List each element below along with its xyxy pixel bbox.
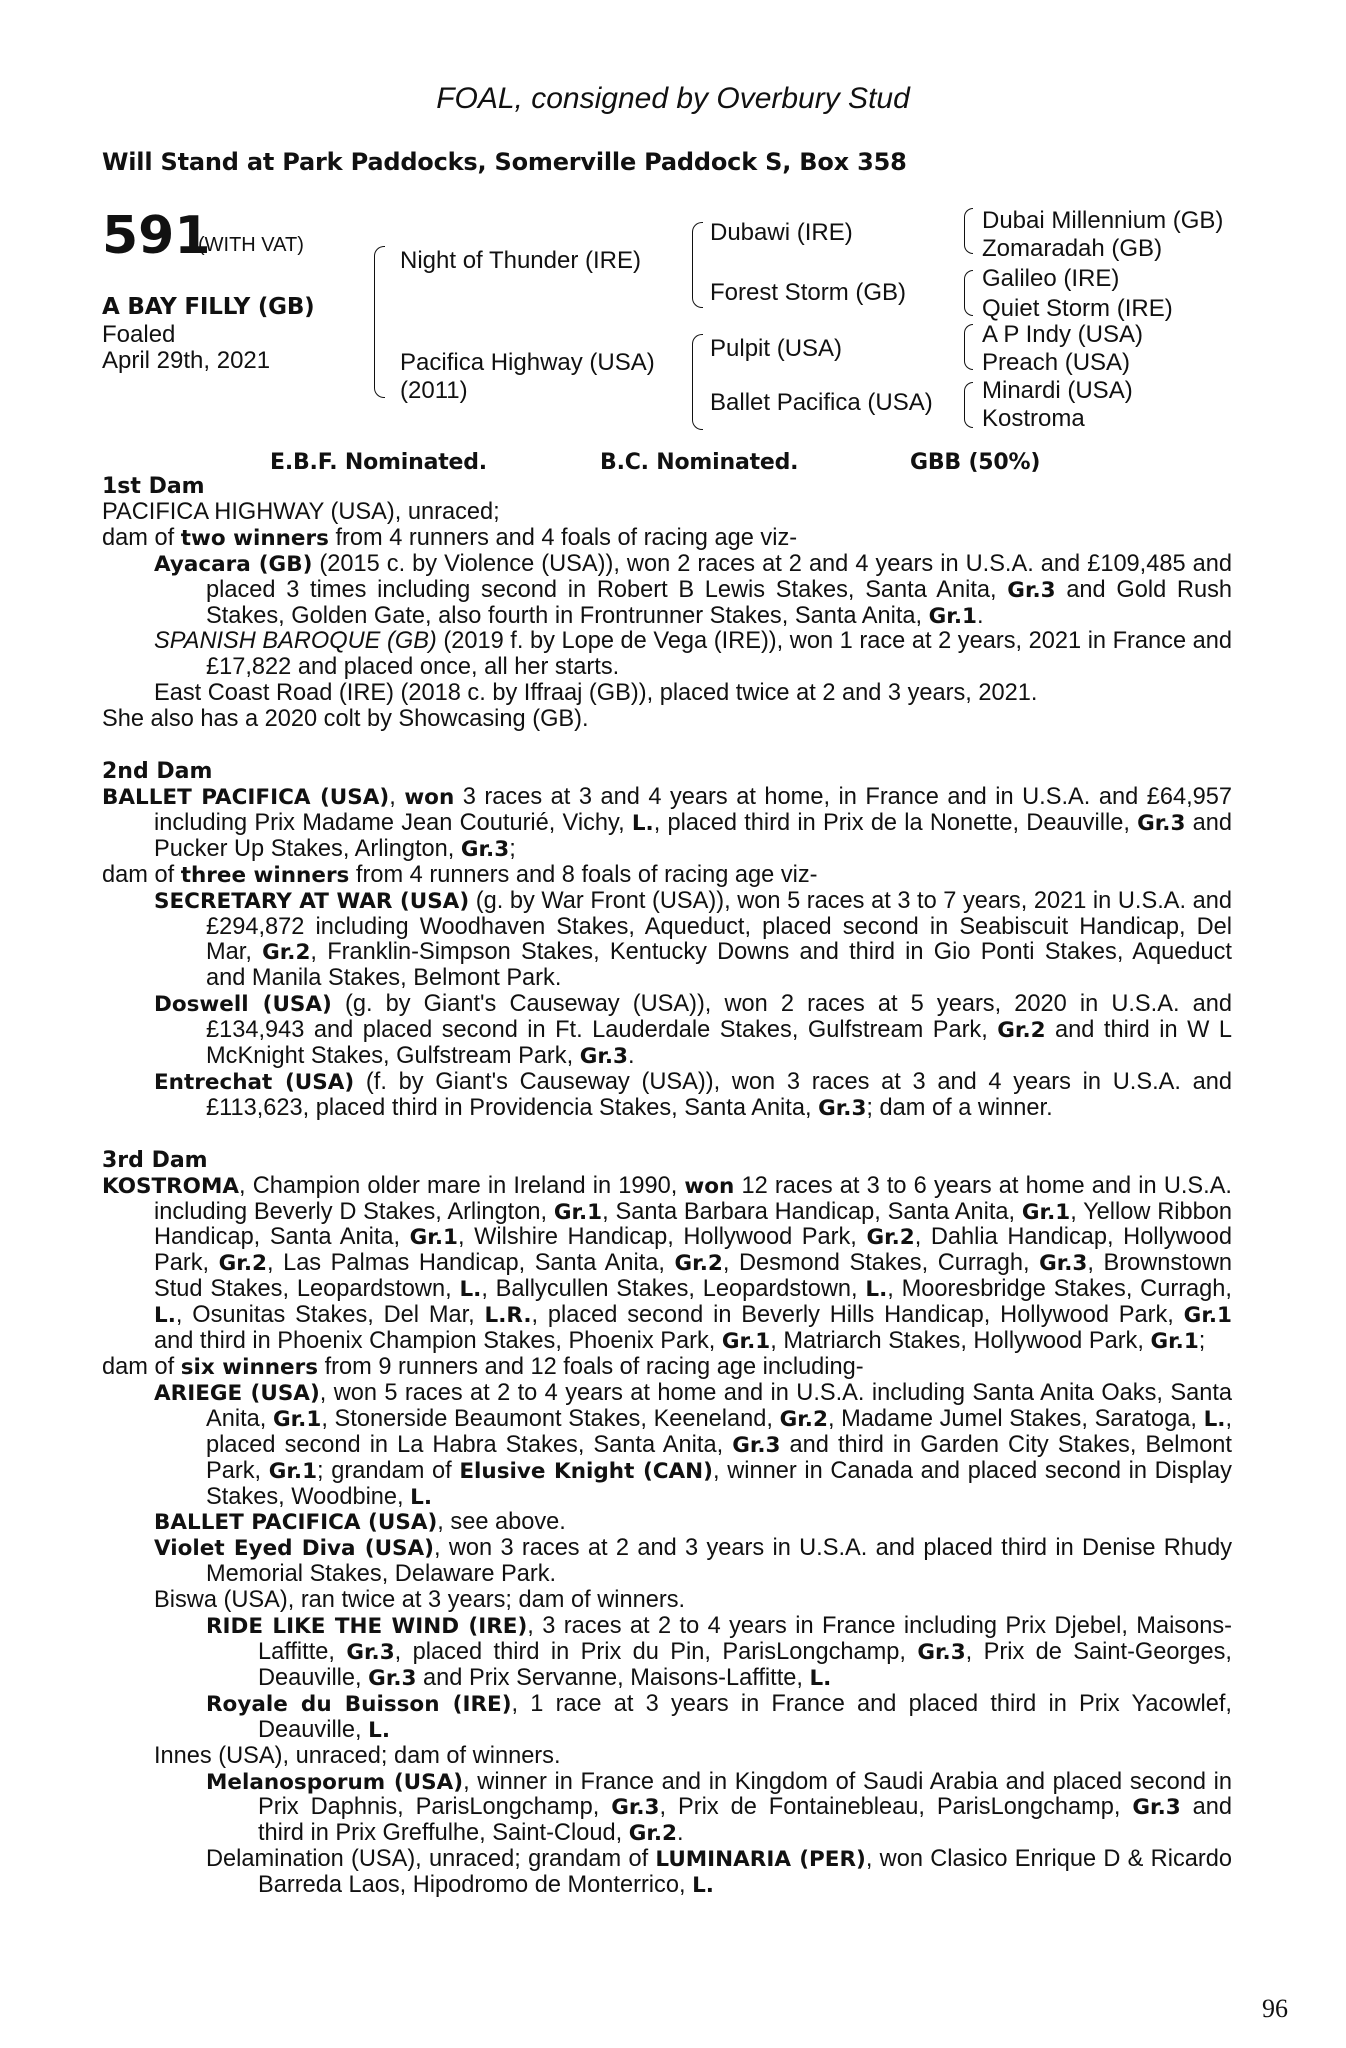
pedigree-sire: Night of Thunder (IRE) — [400, 247, 641, 274]
bc-nomination: B.C. Nominated. — [600, 450, 799, 475]
entry-ride-like-the-wind: RIDE LIKE THE WIND (IRE), 3 races at 2 to 4 years in France including Prix Djebel, Maisons-Laffitte, Gr.3, placed third in Prix du Pin, ParisLongchamp, Gr.3, Prix de Saint-Georges, Deauville, Gr.3 and Prix Servanne, Maisons-Laffitte, L. — [206, 1613, 1232, 1691]
entry-east-coast-road: East Coast Road (IRE) (2018 c. by Iffraaj (GB)), placed twice at 2 and 3 years, 2021. — [154, 680, 1038, 707]
pedigree-sdd: Quiet Storm (IRE) — [982, 295, 1173, 322]
pedigree-ddd: Kostroma — [982, 405, 1085, 432]
foaled-label: Foaled — [102, 321, 176, 348]
first-dam-line: PACIFICA HIGHWAY (USA), unraced; — [102, 498, 500, 525]
page-number: 96 — [1262, 1994, 1288, 2023]
entry-violet-eyed-diva: Violet Eyed Diva (USA), won 3 races at 2 and 3 years in U.S.A. and placed third in Denise Rhudy Memorial Stakes, Delaware Park. — [154, 1535, 1232, 1588]
entry-entrechat: Entrechat (USA) (f. by Giant's Causeway (USA)), won 3 races at 3 and 4 years in U.S.A. and £113,623, placed third in Providencia Stakes, Santa Anita, Gr.3; dam of a winner. — [154, 1068, 1233, 1121]
lot-name: A BAY FILLY (GB) — [102, 294, 315, 320]
entry-ariege: ARIEGE (USA), won 5 races at 2 to 4 years at home and in U.S.A. including Santa Anita Oaks, Santa Anita, Gr.1, Stonerside Beaumont Stakes, Keeneland, Gr.2, Madame Jumel Stakes, Saratoga, L., placed second in La Habra Stakes, Santa Anita, Gr.3 and third in Garden City Stakes, Belmont Park, Gr.1; grandam of Elusive Knight (CAN), winner in Canada and placed second in Display Stakes, Woodbine, L. — [154, 1379, 1232, 1510]
pedigree-sds: Galileo (IRE) — [982, 265, 1120, 292]
pedigree-sire-dam: Forest Storm (GB) — [710, 279, 907, 306]
third-dam-heading: 3rd Dam — [102, 1147, 208, 1173]
entry-ballet-pacifica: BALLET PACIFICA (USA), see above. — [154, 1509, 566, 1536]
pedigree-brace-main — [374, 246, 385, 398]
first-dam-also: She also has a 2020 colt by Showcasing (GB). — [102, 706, 589, 733]
first-dam-summary: dam of two winners from 4 runners and 4 foals of racing age viz- — [102, 524, 798, 551]
pedigree-brace-sd — [964, 270, 973, 316]
lot-number: 591 — [102, 206, 211, 266]
entry-spanish-baroque: SPANISH BAROQUE (GB) (2019 f. by Lope de Vega (IRE)), won 1 race at 2 years, 2021 in France and £17,822 and placed once, all her starts. — [154, 628, 1233, 681]
entry-secretary-at-war: SECRETARY AT WAR (USA) (g. by War Front (USA)), won 5 races at 3 to 7 years, 2021 in U.S.A. and £294,872 including Woodhaven Stakes, Aqueduct, placed second in Seabiscuit Handicap, Del Mar, Gr.2, Franklin-Simpson Stakes, Kentucky Downs and third in Gio Ponti Stakes, Aqueduct and Manila Stakes, Belmont Park. — [154, 887, 1233, 992]
stand-location: Will Stand at Park Paddocks, Somerville Paddock S, Box 358 — [102, 148, 907, 176]
entry-melanosporum: Melanosporum (USA), winner in France and in Kingdom of Saudi Arabia and placed second in Prix Daphnis, ParisLongchamp, Gr.3, Prix de Fontainebleau, ParisLongchamp, Gr.3 and third in Prix Greffulhe, Saint-Cloud, Gr.2. — [206, 1768, 1233, 1847]
pedigree-ssd: Zomaradah (GB) — [982, 235, 1163, 262]
pedigree-dds: Minardi (USA) — [982, 377, 1133, 404]
second-dam-record: BALLET PACIFICA (USA), won 3 races at 3 and 4 years at home, in France and in U.S.A. and £64,957 including Prix Madame Jean Couturié, Vichy, L., placed third in Prix de la Nonette, Deauville, Gr.3 and Pucker Up Stakes, Arlington, Gr.3; — [102, 783, 1233, 862]
pedigree-sss: Dubai Millennium (GB) — [982, 207, 1224, 234]
entry-royale-du-buisson: Royale du Buisson (IRE), 1 race at 3 years in France and placed third in Prix Yacowlef, Deauville, L. — [206, 1690, 1232, 1743]
pedigree-dam-sire: Pulpit (USA) — [710, 335, 843, 362]
pedigree-brace-dam — [692, 334, 703, 430]
second-dam-heading: 2nd Dam — [102, 759, 213, 785]
foaled-date: April 29th, 2021 — [102, 347, 271, 374]
entry-delamination: Delamination (USA), unraced; grandam of LUMINARIA (PER), won Clasico Enrique D & Ricardo Barreda Laos, Hipodromo de Monterrico, L. — [206, 1846, 1232, 1899]
pedigree-dss: A P Indy (USA) — [982, 321, 1143, 348]
third-dam-summary: dam of six winners from 9 runners and 12 foals of racing age including- — [102, 1354, 864, 1380]
ebf-nomination: E.B.F. Nominated. — [270, 450, 487, 475]
pedigree-brace-ss — [964, 208, 973, 254]
third-dam-record: KOSTROMA, Champion older mare in Ireland in 1990, won 12 races at 3 to 6 years at home and in U.S.A. including Beverly D Stakes, Arlington, Gr.1, Santa Barbara Handicap, Santa Anita, Gr.1, Yellow Ribbon Handicap, Santa Anita, Gr.1, Wilshire Handicap, Hollywood Park, Gr.2, Dahlia Handicap, Hollywood Park, Gr.2, Las Palmas Handicap, Santa Anita, Gr.2, Desmond Stakes, Curragh, Gr.3, Brownstown Stud Stakes, Leopardstown, L., Ballycullen Stakes, Leopardstown, L., Mooresbridge Stakes, Curragh, L., Osunitas Stakes, Del Mar, L.R., placed second in Beverly Hills Handicap, Hollywood Park, Gr.1 and third in Phoenix Champion Stakes, Phoenix Park, Gr.1, Matriarch Stakes, Hollywood Park, Gr.1; — [102, 1172, 1233, 1355]
pedigree-dsd: Preach (USA) — [982, 349, 1131, 376]
vat-note: (WITH VAT) — [198, 234, 304, 256]
entry-innes: Innes (USA), unraced; dam of winners. — [154, 1742, 561, 1769]
first-dam-heading: 1st Dam — [102, 474, 205, 499]
pedigree-dam-dam: Ballet Pacifica (USA) — [710, 389, 933, 416]
entry-doswell: Doswell (USA) (g. by Giant's Causeway (USA)), won 2 races at 5 years, 2020 in U.S.A. and £134,943 and placed second in Ft. Lauderdale Stakes, Gulfstream Park, Gr.2 and third in W L McKnight Stakes, Gulfstream Park, Gr.3. — [154, 991, 1232, 1070]
pedigree-brace-dd — [964, 382, 973, 428]
pedigree-brace-sire — [692, 222, 703, 308]
entry-ayacara: Ayacara (GB) (2015 c. by Violence (USA)), won 2 races at 2 and 4 years in U.S.A. and £109,485 and placed 3 times including second in Robert B Lewis Stakes, Santa Anita, Gr.3 and Gold Rush Stakes, Golden Gate, also fourth in Frontrunner Stakes, Santa Anita, Gr.1. — [154, 550, 1233, 629]
entry-biswa: Biswa (USA), ran twice at 3 years; dam of winners. — [154, 1587, 686, 1614]
pedigree-dam-year: (2011) — [400, 377, 468, 404]
gbb-status: GBB (50%) — [910, 450, 1041, 475]
pedigree-dam: Pacifica Highway (USA) — [400, 349, 655, 376]
catalogue-text — [102, 474, 1232, 1899]
second-dam-summary: dam of three winners from 4 runners and 8 foals of racing age viz- — [102, 861, 818, 888]
pedigree-sire-sire: Dubawi (IRE) — [710, 219, 853, 246]
pedigree-brace-ds — [964, 324, 973, 370]
page-title: FOAL, consigned by Overbury Stud — [436, 82, 910, 115]
